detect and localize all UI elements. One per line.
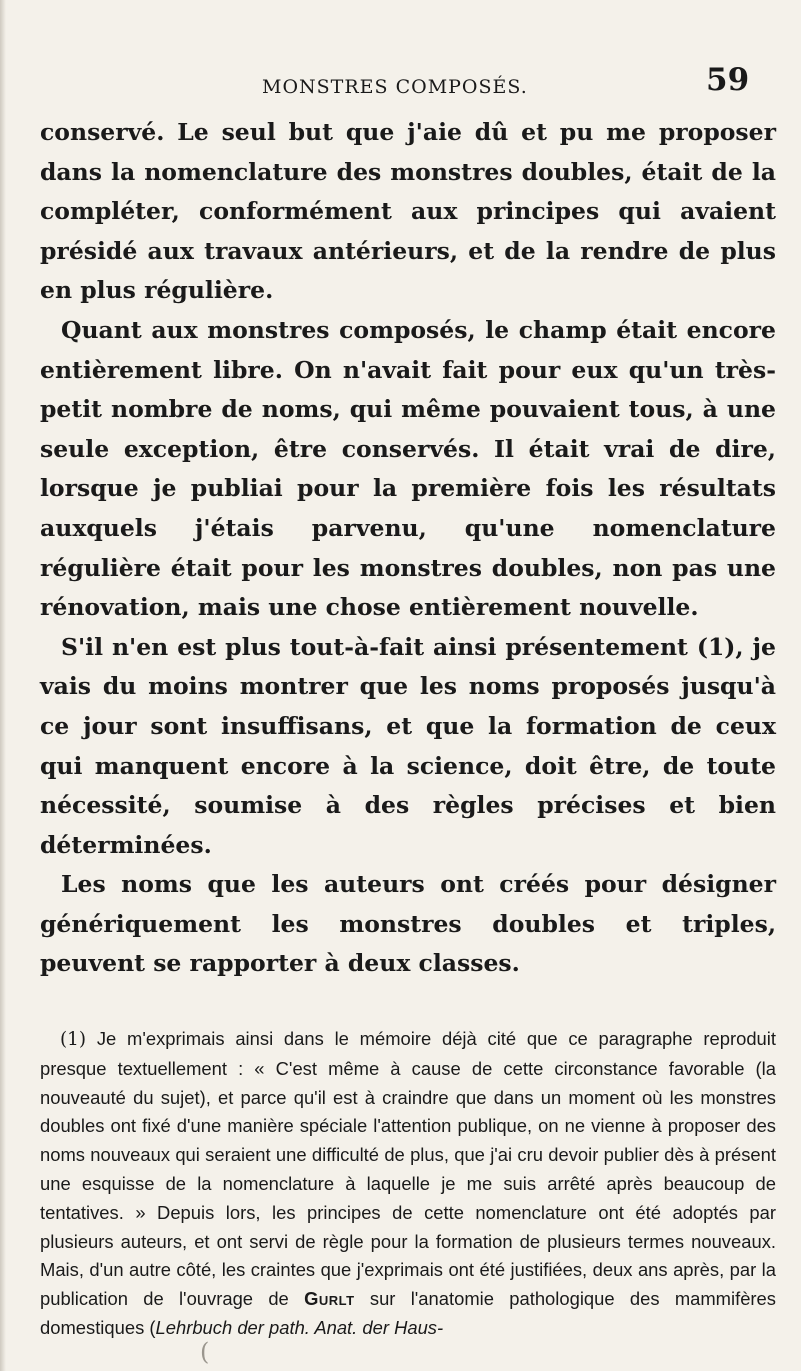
footnote-text-part-1: Je m'exprimais ainsi dans le mémoire déjà cité que ce paragraphe reproduit presque textuellement : « C'est même à cause de cette circonstance favorable (la nouveauté du sujet), et parce qu'il est à craindre que dans un moment où les monstres doubles ont fixé d'une manière spéciale l'attention publique, on ne vienne à proposer des noms nouveaux qui seraient une difficulté de plus, que j'ai cru devoir publier dès à présent une esquisse de la nomenclature à laquelle je me suis arrêté après beaucoup de tentatives. » Depuis lors, les principes de cette nomenclature ont été adoptés par plusieurs auteurs, et ont servi de règle pour la formation de plusieurs termes nouveaux. Mais, d'un autre côté, les craintes que j'exprimais ont été justifiées, deux ans après, par la publication de l'ouvrage de — [40, 1028, 776, 1310]
paragraph-3: S'il n'en est plus tout-à-fait ainsi présentement (1), je vais du moins montrer que les noms proposés jusqu'à ce jour sont insuffisans, et que la formation de ceux qui manquent encore à la science, doit être, de toute nécessité, soumise à des règles précises et bien déterminées. — [40, 632, 776, 859]
footnote-book-title: Lehrbuch der path. Anat. der Haus- — [155, 1316, 444, 1338]
paragraph-4: Les noms que les auteurs ont créés pour désigner génériquement les monstres doubles et triples, peuvent se rapporter à deux classes. — [40, 870, 776, 978]
page-number: 59 — [706, 62, 750, 98]
footnote-text-part-2: sur l'anatomie pathologique des mammifères domestiques ( — [40, 1288, 776, 1338]
stray-mark: ( — [200, 1338, 210, 1366]
running-title: MONSTRES COMPOSÉS. — [262, 76, 528, 98]
footnotes — [40, 1025, 776, 1343]
paragraph-2: Quant aux monstres composés, le champ était encore entièrement libre. On n'avait fait pour eux qu'un très-petit nombre de noms, qui même pouvaient tous, à une seule exception, être conservés. Il était vrai de dire, lorsque je publiai pour la première fois les résultats auxquels j'étais parvenu, qu'une nomenclature régulière était pour les monstres doubles, non pas une rénovation, mais une chose entièrement nouvelle. — [40, 315, 776, 622]
body-text — [40, 113, 776, 984]
footnote-marker: (1) — [60, 1029, 87, 1050]
page-edge-shadow — [0, 0, 6, 1371]
footnote-1 — [40, 1025, 776, 1343]
paragraph-1: conservé. Le seul but que j'aie dû et pu me proposer dans la nomenclature des monstres doubles, était de la compléter, conformément aux principes qui avaient présidé aux travaux antérieurs, et de la rendre de plus en plus régulière. — [40, 118, 776, 305]
footnote-author: Gurlt — [304, 1288, 355, 1310]
running-head — [0, 62, 801, 102]
